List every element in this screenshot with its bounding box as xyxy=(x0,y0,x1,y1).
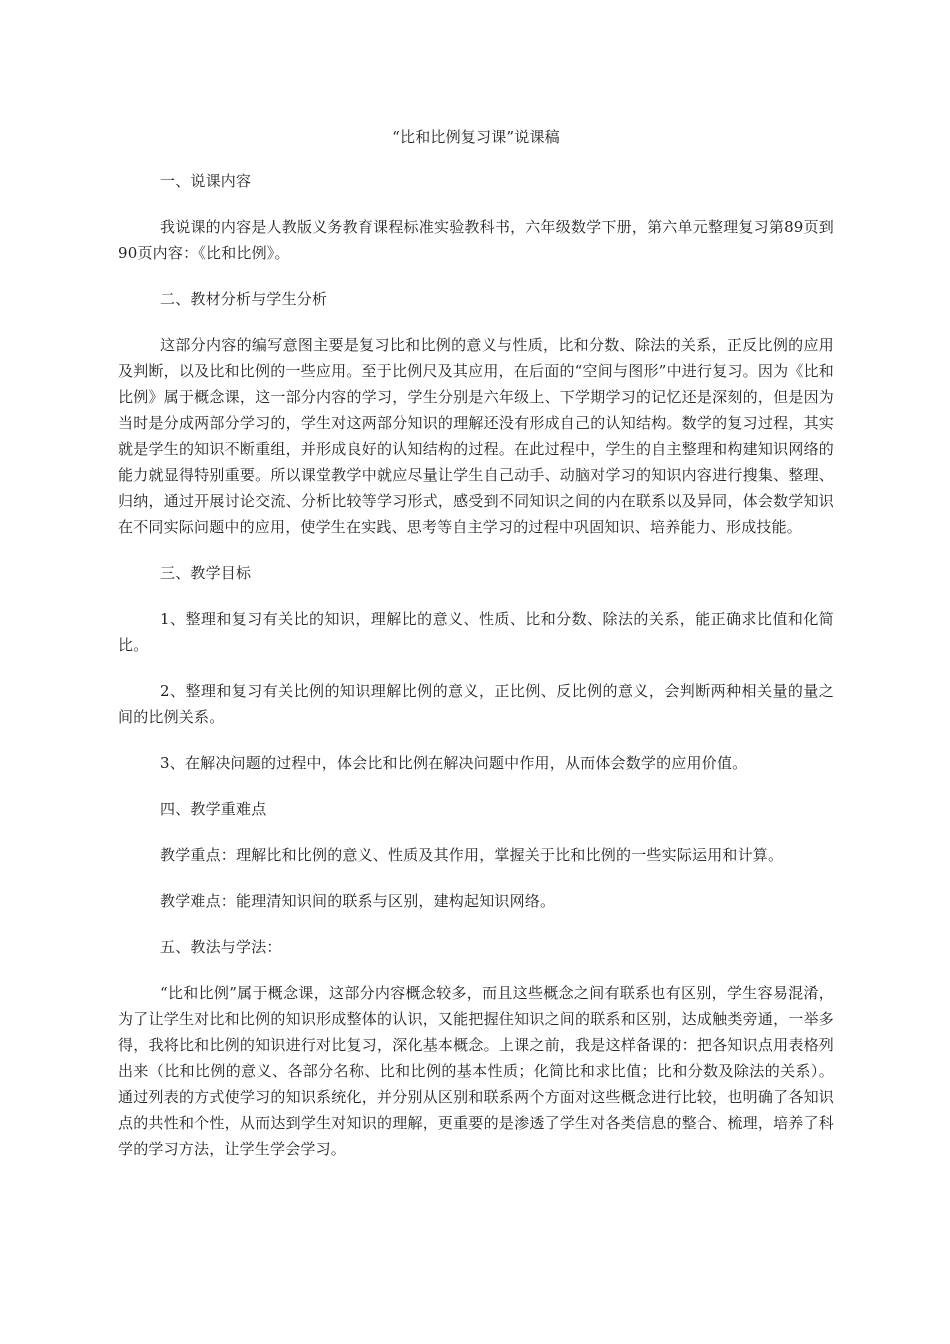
section-heading-2: 二、教材分析与学生分析 xyxy=(160,290,328,308)
key-point: 教学重点：理解比和比例的意义、性质及其作用，掌握关于比和比例的一些实际运用和计算。 xyxy=(160,846,784,864)
document-body xyxy=(118,124,834,1182)
section-heading-1: 一、说课内容 xyxy=(160,172,252,190)
objective-1: 1、整理和复习有关比的知识，理解比的意义、性质、比和分数、除法的关系，能正确求比值和化简比。 xyxy=(118,610,834,654)
section-heading-5: 五、教法与学法： xyxy=(160,938,282,956)
objective-3: 3、在解决问题的过程中，体会比和比例在解决问题中作用，从而体会数学的应用价值。 xyxy=(160,754,748,772)
section-1-paragraph-1: 我说课的内容是人教版义务教育课程标准实验教科书，六年级数学下册，第六单元整理复习第89页到90页内容：《比和比例》。 xyxy=(118,218,834,262)
section-5-paragraph-1: “比和比例”属于概念课，这部分内容概念较多，而且这些概念之间有联系也有区别，学生容易混淆，为了让学生对比和比例的知识形成整体的认识，又能把握住知识之间的联系和区别，达成触类旁通，一举多得，我将比和比例的知识进行对比复习，深化基本概念。上课之前，我是这样备课的：把各知识点用表格列出来（比和比例的意义、各部分名称、比和比例的基本性质；化简比和求比值；比和分数及除法的关系）。通过列表的方式使学习的知识系统化，并分别从区别和联系两个方面对这些概念进行比较，也明确了各知识点的共性和个性，从而达到学生对知识的理解，更重要的是渗透了学生对各类信息的整合、梳理，培养了科学的学习方法，让学生学会学习。 xyxy=(118,984,834,1158)
section-heading-4: 四、教学重难点 xyxy=(160,800,267,818)
document-title: “比和比例复习课”说课稿 xyxy=(392,128,560,146)
section-2-paragraph-1: 这部分内容的编写意图主要是复习比和比例的意义与性质，比和分数、除法的关系，正反比例的应用及判断，以及比和比例的一些应用。至于比例尺及其应用，在后面的“空间与图形”中进行复习。因为《比和比例》属于概念课，这一部分内容的学习，学生分别是六年级上、下学期学习的记忆还是深刻的，但是因为当时是分成两部分学习的，学生对这两部分知识的理解还没有形成自己的认知结构。数学的复习过程，其实就是学生的知识不断重组，并形成良好的认知结构的过程。在此过程中，学生的自主整理和构建知识网络的能力就显得特别重要。所以课堂教学中就应尽量让学生自己动手、动脑对学习的知识内容进行搜集、整理、归纳，通过开展讨论交流、分析比较等学习形式，感受到不同知识之间的内在联系以及异同，体会数学知识在不同实际问题中的应用，使学生在实践、思考等自主学习的过程中巩固知识、培养能力、形成技能。 xyxy=(118,336,834,536)
objective-2: 2、整理和复习有关比例的知识理解比例的意义，正比例、反比例的意义，会判断两种相关量的量之间的比例关系。 xyxy=(118,682,834,726)
difficult-point: 教学难点：能理清知识间的联系与区别，建构起知识网络。 xyxy=(160,892,556,910)
section-heading-3: 三、教学目标 xyxy=(160,564,252,582)
